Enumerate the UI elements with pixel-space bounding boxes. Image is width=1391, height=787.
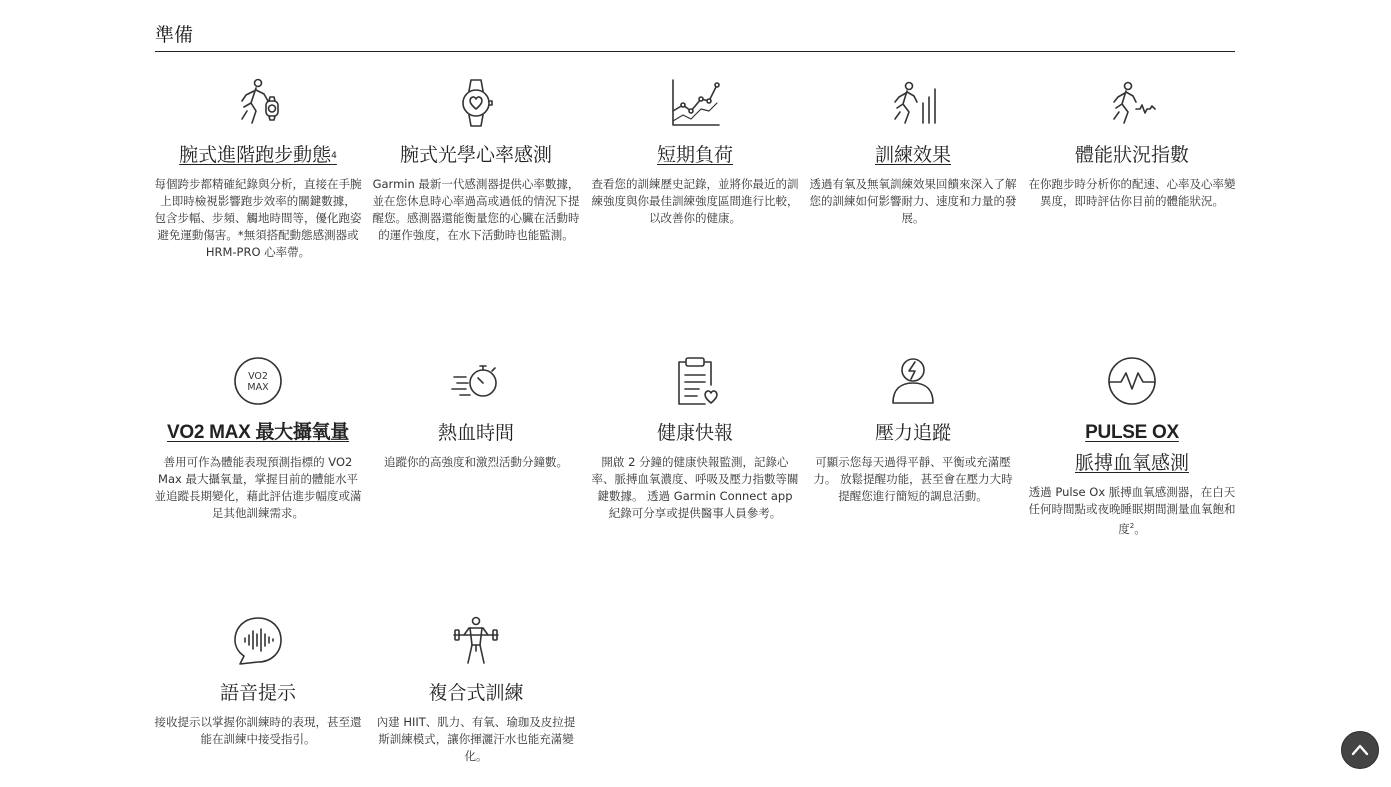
feature-multisport-workouts <box>372 614 580 765</box>
voice-bubble-icon <box>154 614 362 668</box>
line-chart-icon <box>591 76 799 130</box>
feature-training-effect <box>809 76 1017 227</box>
feature-voice-prompts <box>154 614 362 748</box>
feature-title: 腕式光學心率感測 <box>399 144 552 166</box>
feature-stress-tracking <box>809 354 1017 505</box>
feature-description: 可顯示您每天過得平靜、平衡或充滿壓力。 放鬆提醒功能，甚至會在壓力大時提醒您進行簡短的調息活動。 <box>813 455 1013 503</box>
feature-title-link[interactable]: 脈搏血氧感測 <box>1074 452 1189 474</box>
feature-description: Garmin 最新一代感測器提供心率數據，並在您休息時心率過高或過低的情況下提醒您。感測器還能衡量您的心臟在活動時的運作強度，在水下活動時也能監測。 <box>372 177 580 242</box>
svg-text:MAX: MAX <box>247 382 269 393</box>
feature-title: 健康快報 <box>656 422 733 444</box>
pulse-ox-icon <box>1028 354 1236 408</box>
feature-wrist-hr <box>372 76 580 244</box>
feature-description: 追蹤你的高強度和激烈活動分鐘數。 <box>384 455 568 469</box>
stress-person-icon <box>809 354 1017 408</box>
feature-title-link[interactable]: 訓練效果 <box>874 144 951 166</box>
feature-description: 接收提示以掌握你訓練時的表現，甚至還能在訓練中接受指引。 <box>154 715 362 746</box>
feature-title: 語音提示 <box>219 682 296 704</box>
feature-title: 熱血時間 <box>437 422 514 444</box>
section-title: 準備 <box>155 24 194 46</box>
watch-heart-icon <box>372 76 580 130</box>
chevron-up-icon <box>1349 739 1371 761</box>
feature-description: 透過 Pulse Ox 脈搏血氧感測器，在白天任何時間點或夜晚睡眠期間測量血氧飽和度$^2$。 <box>1028 485 1236 536</box>
feature-description: 透過有氧及無氧訓練效果回饋來深入了解您的訓練如何影響耐力、速度和力量的發展。 <box>809 177 1017 225</box>
vo2max-icon <box>154 354 362 408</box>
runner-bars-icon <box>809 76 1017 130</box>
feature-performance-condition <box>1028 76 1236 210</box>
svg-text:VO2: VO2 <box>248 371 268 382</box>
feature-description: 每個跨步都精確紀錄與分析，直接在手腕上即時檢視影響跑步效率的關鍵數據， 包含步幅、步頻、觸地時間等，優化跑姿避免運動傷害。*無須搭配動態感測器或 HRM-PRO 心率帶。 <box>154 177 362 259</box>
feature-title-link[interactable]: PULSE OX <box>1085 422 1179 443</box>
back-to-top-button[interactable] <box>1341 731 1379 769</box>
clipboard-heart-icon <box>591 354 799 408</box>
section-header <box>155 22 1235 52</box>
feature-title: 複合式訓練 <box>428 682 524 704</box>
running-watch-icon <box>154 76 362 130</box>
feature-title-link[interactable]: VO2 MAX 最大攝氧量 <box>167 422 349 443</box>
feature-acute-load <box>591 76 799 227</box>
feature-health-snapshot <box>591 354 799 522</box>
feature-description: 在你跑步時分析你的配速、心率及心率變異度，即時評估你目前的體能狀況。 <box>1028 177 1236 208</box>
feature-title: 體能狀況指數 <box>1074 144 1189 166</box>
feature-description: 開啟 2 分鐘的健康快報監測，記錄心率、脈搏血氧濃度、呼吸及壓力指數等關鍵數據。 透過 Garmin Connect app 紀錄可分享或提供醫事人員參考。 <box>591 455 799 520</box>
runner-pulse-icon <box>1028 76 1236 130</box>
feature-vo2max <box>154 354 362 522</box>
feature-intensity-minutes <box>372 354 580 471</box>
feature-running-dynamics <box>154 76 362 261</box>
stopwatch-speed-icon <box>372 354 580 408</box>
feature-title-link[interactable]: 腕式進階跑步動態$^4$ <box>179 144 337 166</box>
feature-description: 內建 HIIT、肌力、有氧、瑜珈及皮拉提斯訓練模式，讓你揮灑汗水也能充滿變化。 <box>376 715 576 763</box>
feature-pulse-ox <box>1028 354 1236 538</box>
feature-description: 查看您的訓練歷史記錄，並將你最近的訓練強度與你最佳訓練強度區間進行比較，以改善你的健康。 <box>591 177 799 225</box>
feature-description: 善用可作為體能表現預測指標的 VO2 Max 最大攝氧量，掌握目前的體能水平並追蹤長期變化，藉此評估進步幅度或滿足其他訓練需求。 <box>154 455 362 520</box>
feature-title-link[interactable]: 短期負荷 <box>656 144 733 166</box>
weightlifter-icon <box>372 614 580 668</box>
feature-title: 壓力追蹤 <box>874 422 951 444</box>
